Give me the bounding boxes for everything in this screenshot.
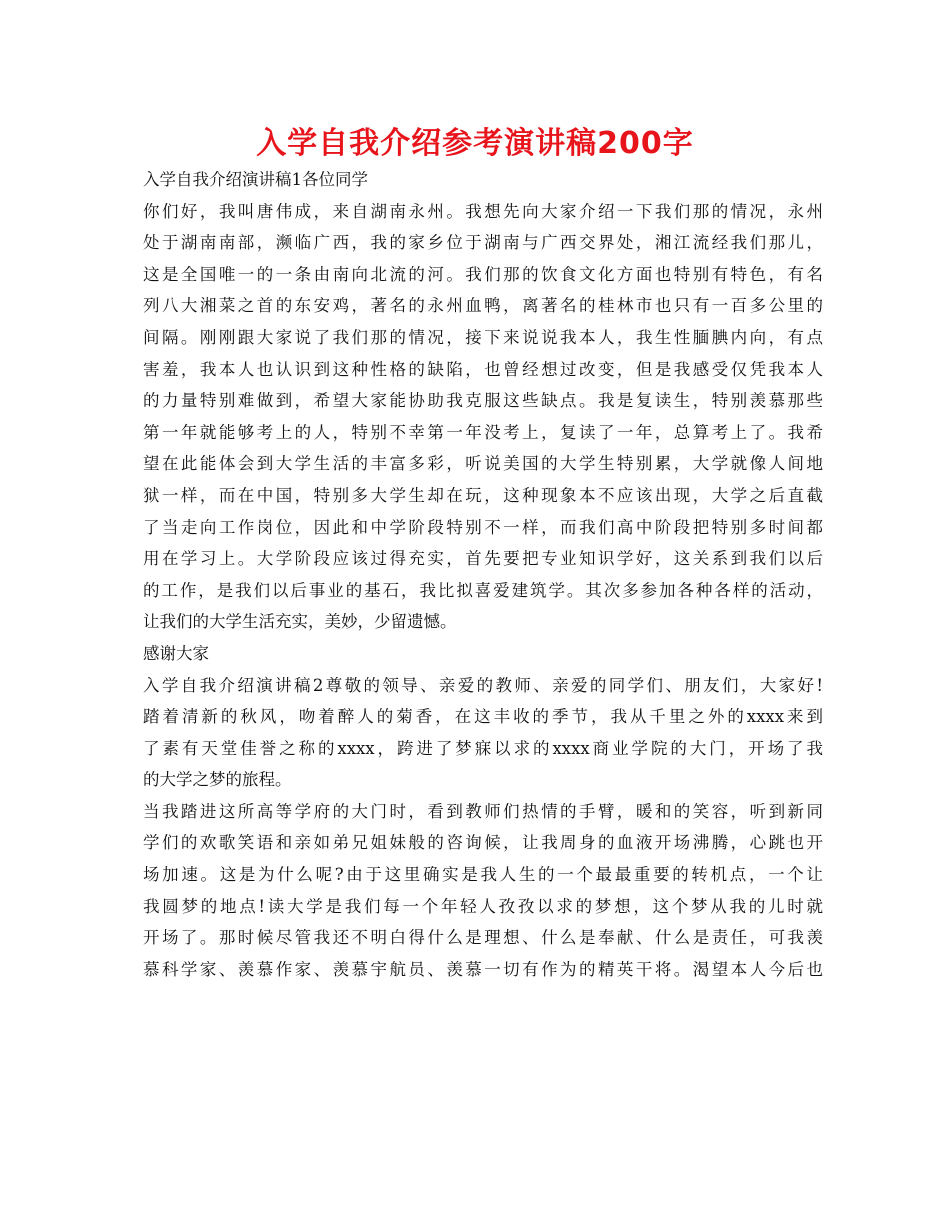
text-line: 感谢大家 (143, 643, 209, 663)
text-line: 场加速。这是为什么呢?由于这里确实是我人生的一个最最重要的转机点，一个让 (143, 865, 823, 885)
text-line: 了当走向工作岗位，因此和中学阶段特别不一样，而我们高中阶段把特别多时间都 (143, 517, 823, 537)
text-line: 开场了。那时候尽管我还不明白得什么是理想、什么是奉献、什么是责任，可我羡 (143, 928, 823, 948)
text-line: 这是全国唯一的一条由南向北流的河。我们那的饮食文化方面也特别有特色，有名 (143, 264, 823, 284)
text-line: 入学自我介绍演讲稿1各位同学 (143, 170, 368, 189)
text-line: 第一年就能够考上的人，特别不幸第一年没考上，复读了一年，总算考上了。我希 (143, 422, 823, 442)
text-line: 狱一样，而在中国，特别多大学生却在玩，这种现象本不应该出现，大学之后直截 (143, 485, 823, 505)
text-line: 害羞，我本人也认识到这种性格的缺陷，也曾经想过改变，但是我感受仅凭我本人 (143, 359, 823, 379)
text-line: 踏着清新的秋风，吻着醉人的菊香，在这丰收的季节，我从千里之外的xxxx来到 (143, 707, 823, 727)
text-line: 的大学之梦的旅程。 (143, 770, 292, 790)
text-line: 你们好，我叫唐伟成，来自湖南永州。我想先向大家介绍一下我们那的情况，永州 (143, 201, 823, 221)
text-line: 的力量特别难做到，希望大家能协助我克服这些缺点。我是复读生，特别羡慕那些 (143, 391, 823, 411)
text-line: 间隔。刚刚跟大家说了我们那的情况，接下来说说我本人，我生性腼腆内向，有点 (143, 327, 823, 347)
text-line: 用在学习上。大学阶段应该过得充实，首先要把专业知识学好，这关系到我们以后 (143, 549, 823, 569)
text-line: 我圆梦的地点!读大学是我们每一个年轻人孜孜以求的梦想，这个梦从我的儿时就 (143, 896, 823, 916)
text-line: 慕科学家、羡慕作家、羡慕宇航员、羡慕一切有作为的精英干将。渴望本人今后也 (143, 959, 823, 979)
text-line: 让我们的大学生活充实，美妙，少留遗憾。 (143, 612, 457, 632)
text-line: 处于湖南南部，濒临广西，我的家乡位于湖南与广西交界处，湘江流经我们那儿， (143, 233, 823, 253)
text-line: 入学自我介绍演讲稿2尊敬的领导、亲爱的教师、亲爱的同学们、朋友们，大家好! (143, 675, 823, 695)
text-line: 的工作，是我们以后事业的基石，我比拟喜爱建筑学。其次多参加各种各样的活动， (143, 580, 823, 600)
text-line: 了素有天堂佳誉之称的xxxx，跨进了梦寐以求的xxxx商业学院的大门，开场了我 (143, 738, 823, 758)
text-line: 望在此能体会到大学生活的丰富多彩，听说美国的大学生特别累，大学就像人间地 (143, 454, 823, 474)
document-title: 入学自我介绍参考演讲稿200字 (256, 126, 694, 161)
text-line: 列八大湘菜之首的东安鸡，著名的永州血鸭，离著名的桂林市也只有一百多公里的 (143, 296, 823, 316)
text-line: 当我踏进这所高等学府的大门时，看到教师们热情的手臂，暖和的笑容，听到新同 (143, 801, 823, 821)
text-line: 学们的欢歌笑语和亲如弟兄姐妹般的咨询候，让我周身的血液开场沸腾，心跳也开 (143, 833, 823, 853)
document-body (143, 164, 823, 985)
